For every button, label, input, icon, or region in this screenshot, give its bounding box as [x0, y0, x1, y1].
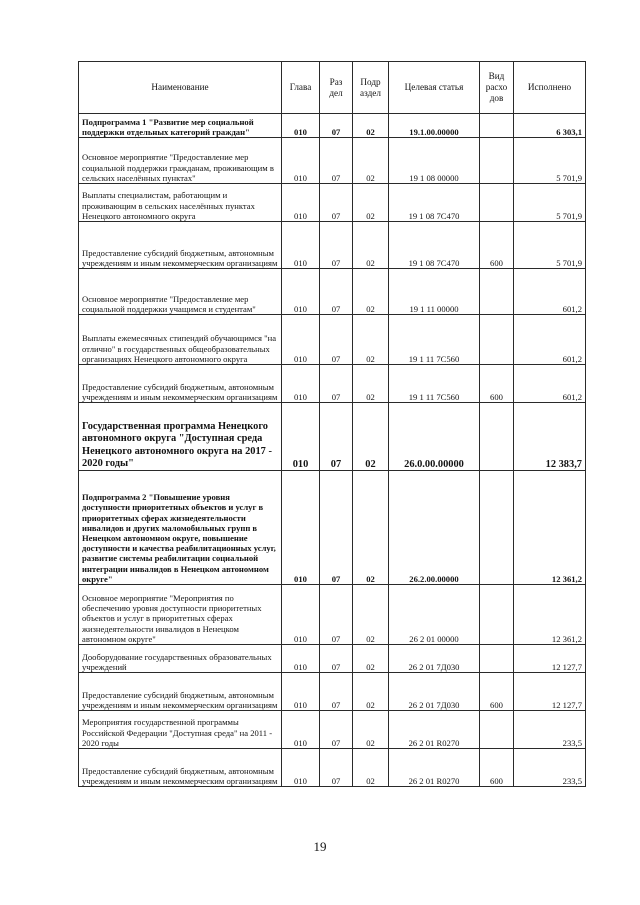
row-target: 19 1 11 00000 [389, 269, 480, 315]
row-chapter: 010 [282, 673, 320, 711]
row-subsection: 02 [353, 585, 389, 645]
row-section: 07 [320, 365, 353, 403]
row-section: 07 [320, 315, 353, 365]
table-row [79, 673, 586, 711]
row-executed: 5 701,9 [514, 138, 586, 184]
row-chapter: 010 [282, 184, 320, 222]
row-subsection: 02 [353, 138, 389, 184]
row-subsection: 02 [353, 184, 389, 222]
row-name: Предоставление субсидий бюджетным, автономным учреждениям и иным некоммерческим организациям [79, 365, 282, 403]
row-expense-type [480, 403, 514, 471]
table-row [79, 471, 586, 585]
row-subsection: 02 [353, 403, 389, 471]
row-chapter: 010 [282, 585, 320, 645]
row-subsection: 02 [353, 711, 389, 749]
row-name: Подпрограмма 1 "Развитие мер социальной поддержки отдельных категорий граждан" [79, 114, 282, 138]
header-expense-type: Вид расхо дов [480, 62, 514, 114]
row-expense-type [480, 184, 514, 222]
row-section: 07 [320, 711, 353, 749]
row-chapter: 010 [282, 315, 320, 365]
page-number: 19 [313, 839, 327, 854]
row-name: Выплаты ежемесячных стипендий обучающимся "на отлично" в государственных общеобразовательных организациях Ненецкого автономного округа [79, 315, 282, 365]
row-expense-type: 600 [480, 365, 514, 403]
header-executed: Исполнено [514, 62, 586, 114]
row-executed: 12 127,7 [514, 673, 586, 711]
row-expense-type: 600 [480, 673, 514, 711]
row-section: 07 [320, 222, 353, 269]
row-section: 07 [320, 645, 353, 673]
row-name: Мероприятия государственной программы Российской Федерации "Доступная среда" на 2011 - 2020 годы [79, 711, 282, 749]
table-row [79, 269, 586, 315]
row-executed: 12 383,7 [514, 403, 586, 471]
row-chapter: 010 [282, 749, 320, 787]
row-chapter: 010 [282, 222, 320, 269]
row-subsection: 02 [353, 673, 389, 711]
row-chapter: 010 [282, 138, 320, 184]
row-name: Предоставление субсидий бюджетным, автономным учреждениям и иным некоммерческим организациям [79, 222, 282, 269]
row-chapter: 010 [282, 114, 320, 138]
row-executed: 601,2 [514, 315, 586, 365]
row-name: Основное мероприятие "Мероприятия по обеспечению уровня доступности приоритетных объектов и услуг в приоритетных сферах жизнедеятельности инвалидов в Ненецком автономном округе" [79, 585, 282, 645]
row-executed: 601,2 [514, 365, 586, 403]
table-row [79, 222, 586, 269]
row-target: 19.1.00.00000 [389, 114, 480, 138]
table-row [79, 138, 586, 184]
row-expense-type: 600 [480, 222, 514, 269]
row-section: 07 [320, 269, 353, 315]
row-section: 07 [320, 749, 353, 787]
row-executed: 12 361,2 [514, 471, 586, 585]
row-subsection: 02 [353, 749, 389, 787]
row-subsection: 02 [353, 114, 389, 138]
row-expense-type [480, 645, 514, 673]
row-executed: 233,5 [514, 711, 586, 749]
row-section: 07 [320, 138, 353, 184]
row-subsection: 02 [353, 222, 389, 269]
budget-table [78, 61, 586, 787]
row-subsection: 02 [353, 365, 389, 403]
row-chapter: 010 [282, 711, 320, 749]
table-row [79, 749, 586, 787]
row-name: Основное мероприятие "Предоставление мер социальной поддержки учащимся и студентам" [79, 269, 282, 315]
table-row [79, 585, 586, 645]
table-row [79, 403, 586, 471]
row-subsection: 02 [353, 315, 389, 365]
row-section: 07 [320, 673, 353, 711]
header-chapter: Глава [282, 62, 320, 114]
row-target: 26 2 01 7Д030 [389, 673, 480, 711]
row-target: 26.2.00.00000 [389, 471, 480, 585]
row-executed: 601,2 [514, 269, 586, 315]
table-header-row [79, 62, 586, 114]
row-expense-type [480, 585, 514, 645]
row-chapter: 010 [282, 645, 320, 673]
row-section: 07 [320, 114, 353, 138]
row-subsection: 02 [353, 269, 389, 315]
table-row [79, 711, 586, 749]
row-executed: 12 127,7 [514, 645, 586, 673]
row-chapter: 010 [282, 365, 320, 403]
table-row [79, 365, 586, 403]
row-chapter: 010 [282, 403, 320, 471]
row-name: Предоставление субсидий бюджетным, автономным учреждениям и иным некоммерческим организациям [79, 673, 282, 711]
table-row [79, 315, 586, 365]
row-section: 07 [320, 184, 353, 222]
row-name: Основное мероприятие "Предоставление мер социальной поддержки гражданам, проживающим в сельских населённых пунктах" [79, 138, 282, 184]
row-expense-type: 600 [480, 749, 514, 787]
row-section: 07 [320, 403, 353, 471]
header-subsection: Подр аздел [353, 62, 389, 114]
table-row [79, 645, 586, 673]
row-expense-type [480, 269, 514, 315]
row-executed: 5 701,9 [514, 222, 586, 269]
row-name: Государственная программа Ненецкого автономного округа "Доступная среда Ненецкого автономного округа на 2017 - 2020 годы" [79, 403, 282, 471]
header-name: Наименование [79, 62, 282, 114]
row-executed: 12 361,2 [514, 585, 586, 645]
row-expense-type [480, 138, 514, 184]
row-expense-type [480, 711, 514, 749]
row-expense-type [480, 315, 514, 365]
row-name: Дооборудование государственных образовательных учреждений [79, 645, 282, 673]
row-target: 19 1 11 7С560 [389, 365, 480, 403]
row-target: 19 1 08 00000 [389, 138, 480, 184]
row-executed: 5 701,9 [514, 184, 586, 222]
row-subsection: 02 [353, 471, 389, 585]
row-target: 26 2 01 R0270 [389, 711, 480, 749]
row-name: Выплаты специалистам, работающим и проживающим в сельских населённых пунктах Ненецкого автономного округа [79, 184, 282, 222]
row-expense-type [480, 471, 514, 585]
row-subsection: 02 [353, 645, 389, 673]
row-executed: 233,5 [514, 749, 586, 787]
row-target: 26 2 01 R0270 [389, 749, 480, 787]
row-target: 19 1 08 7С470 [389, 222, 480, 269]
row-target: 26 2 01 7Д030 [389, 645, 480, 673]
row-target: 26 2 01 00000 [389, 585, 480, 645]
header-section: Раз дел [320, 62, 353, 114]
row-target: 19 1 08 7С470 [389, 184, 480, 222]
row-executed: 6 303,1 [514, 114, 586, 138]
row-expense-type [480, 114, 514, 138]
row-name: Предоставление субсидий бюджетным, автономным учреждениям и иным некоммерческим организациям [79, 749, 282, 787]
document-page [78, 61, 585, 787]
row-target: 19 1 11 7С560 [389, 315, 480, 365]
row-target: 26.0.00.00000 [389, 403, 480, 471]
row-name: Подпрограмма 2 "Повышение уровня доступности приоритетных объектов и услуг в приоритетных сферах жизнедеятельности инвалидов и других маломобильных групп в Ненецком автономном округе, повышение доступности и качества реабилитационных услуг, развитие системы реабилитации социальной интеграции инвалидов в Ненецком автономном округе" [79, 471, 282, 585]
row-chapter: 010 [282, 269, 320, 315]
row-chapter: 010 [282, 471, 320, 585]
table-row [79, 184, 586, 222]
table-row [79, 114, 586, 138]
header-target: Целевая статья [389, 62, 480, 114]
row-section: 07 [320, 585, 353, 645]
row-section: 07 [320, 471, 353, 585]
